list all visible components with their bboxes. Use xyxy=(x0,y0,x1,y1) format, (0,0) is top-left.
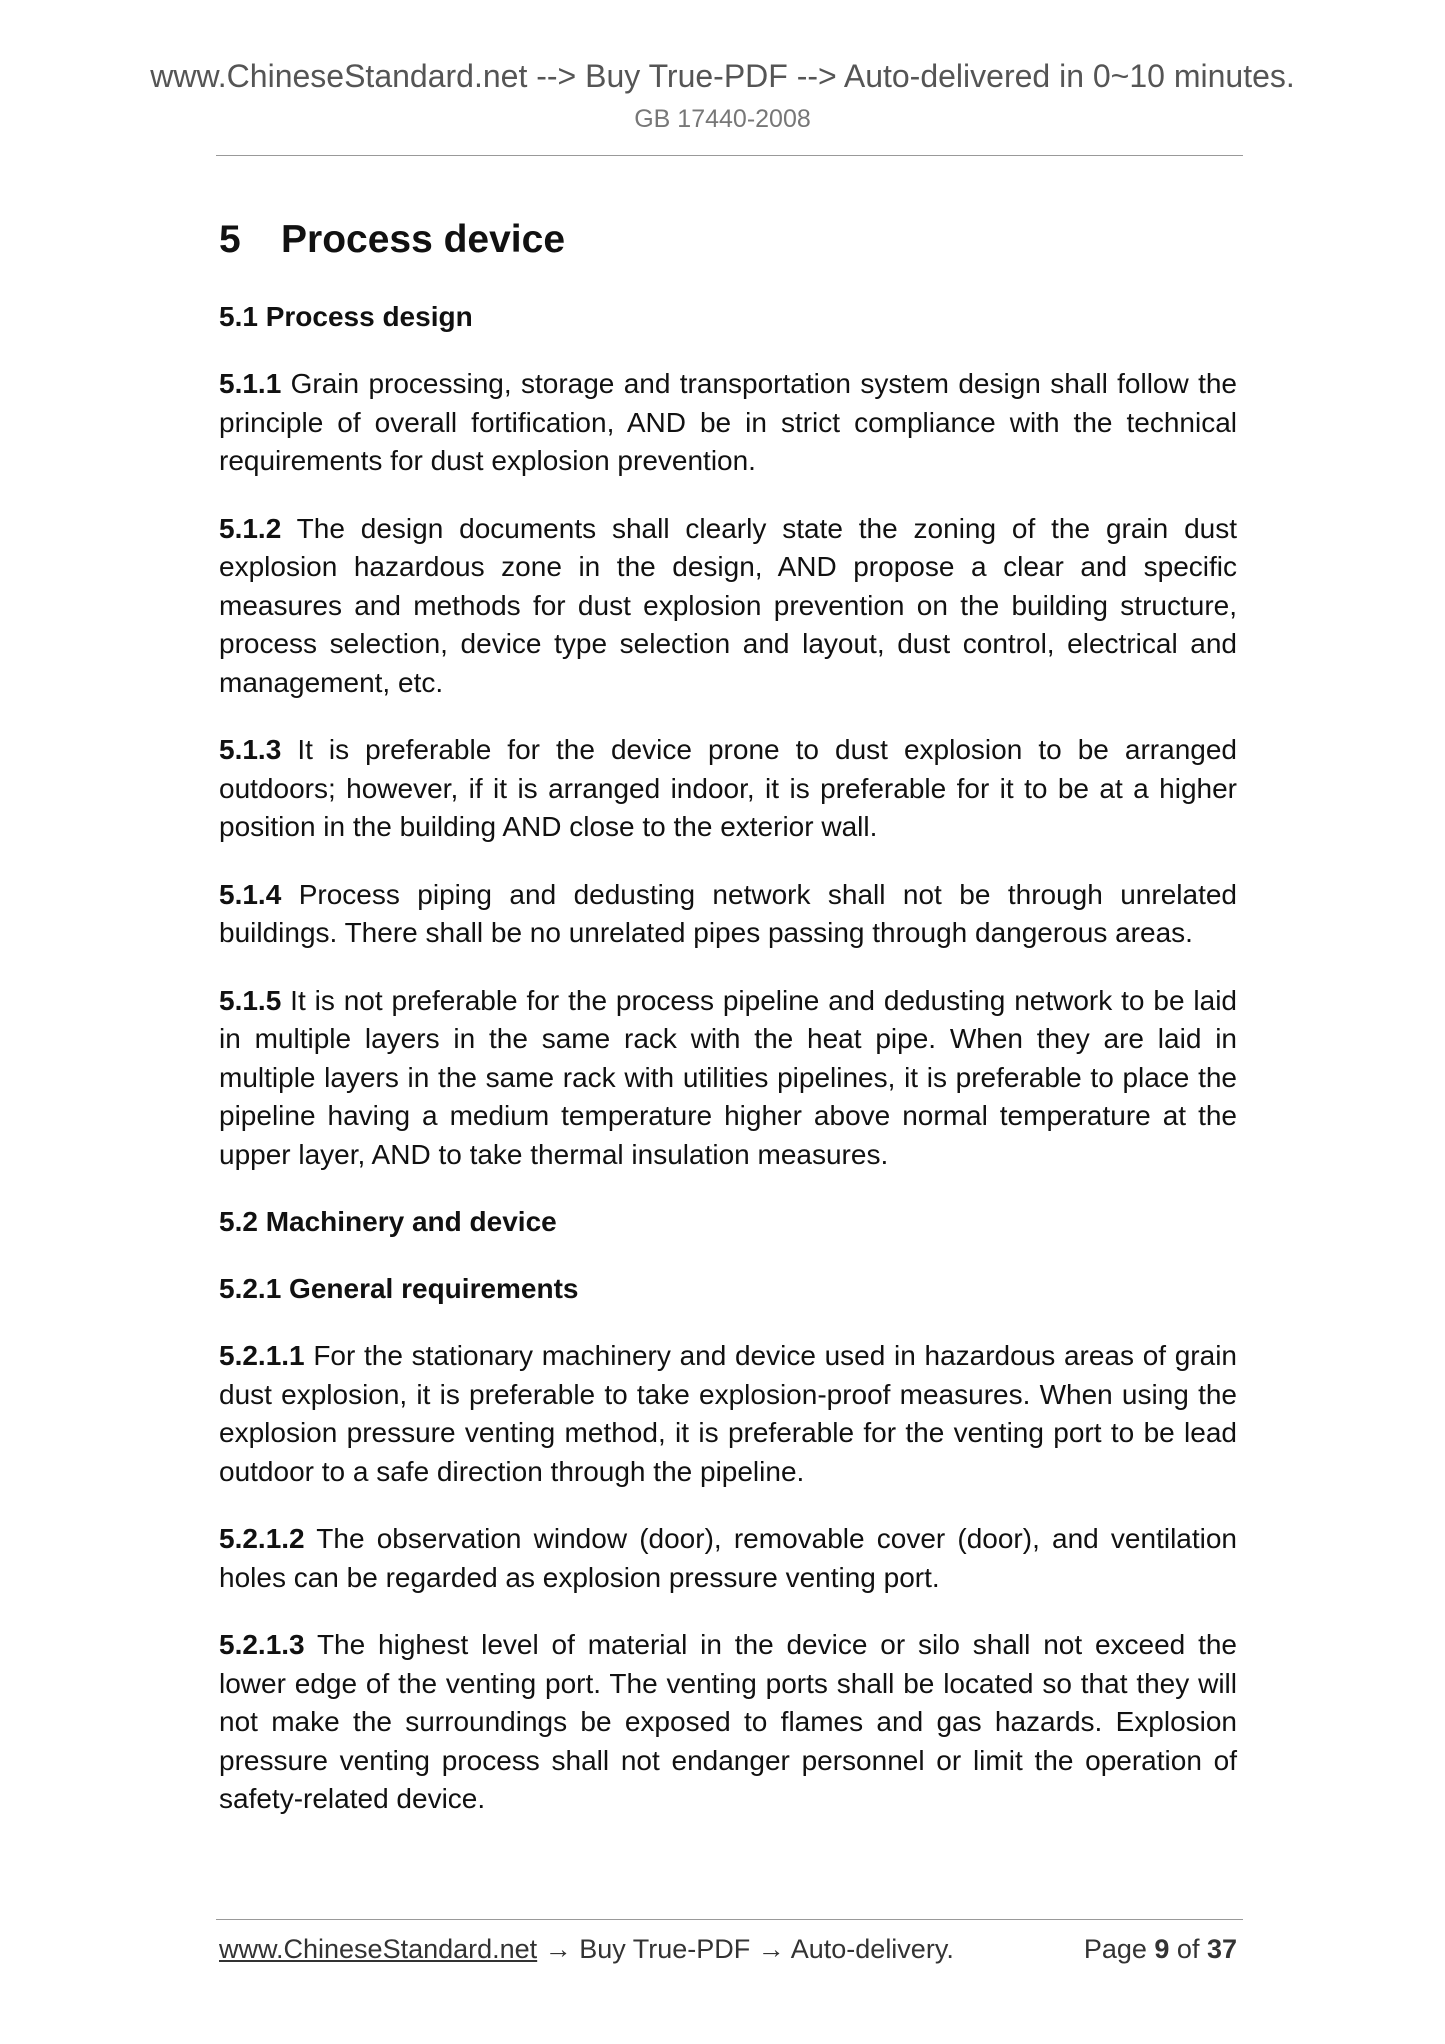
clause-number: 5.1.4 xyxy=(219,878,282,910)
clause-number: 5.2.1.1 xyxy=(219,1340,305,1371)
subsection-heading: 5.2 Machinery and device xyxy=(219,1206,557,1237)
subsection-heading: 5.1 Process design xyxy=(219,301,473,332)
clause-text: It is preferable for the device prone to dust explosion to be arranged outdoors; however, if it is arranged indoor, it is preferable for it to be at a higher position in the building AND close to the exterior wall. xyxy=(219,734,1237,842)
header-banner[interactable]: www.ChineseStandard.net --> Buy True-PDF --> Auto-delivered in 0~10 minutes. xyxy=(150,58,1295,94)
current-page: 9 xyxy=(1154,1934,1170,1964)
clause-paragraph xyxy=(219,1626,1237,1819)
clause-text: Grain processing, storage and transportation system design shall follow the principle of overall fortification, AND be in strict compliance with the technical requirements for dust explosion prevention. xyxy=(219,368,1237,476)
footer-link[interactable]: www.ChineseStandard.net xyxy=(219,1934,538,1964)
clause-text: For the stationary machinery and device used in hazardous areas of grain dust explosion, it is preferable to take explosion-proof measures. When using the explosion pressure venting method, it is preferable for the venting port to be lead outdoor to a safe direction through the pipeline. xyxy=(219,1340,1237,1487)
clause-text: Process piping and dedusting network shall not be through unrelated buildings. There shall be no unrelated pipes passing through dangerous areas. xyxy=(219,878,1237,948)
page-label: Page xyxy=(1083,1934,1155,1964)
section-number: 5 xyxy=(219,218,241,261)
document-body xyxy=(219,205,1237,1848)
clause-paragraph xyxy=(219,876,1237,953)
page-footer xyxy=(219,1930,1237,1968)
clause-number: 5.1.5 xyxy=(219,984,282,1016)
total-pages: 37 xyxy=(1206,1934,1237,1964)
clause-paragraph xyxy=(219,982,1237,1175)
section-title: Process device xyxy=(281,218,566,261)
clause-number: 5.2.1.2 xyxy=(219,1523,305,1554)
clause-text: The observation window (door), removable cover (door), and ventilation holes can be regarded as explosion pressure venting port. xyxy=(219,1523,1237,1593)
clause-paragraph xyxy=(219,510,1237,703)
footer-divider xyxy=(216,1919,1243,1920)
clause-number: 5.1.2 xyxy=(219,512,282,544)
page-header xyxy=(0,56,1445,136)
section-heading xyxy=(219,205,1237,275)
footer-left xyxy=(219,1930,954,1968)
clause-paragraph xyxy=(219,1520,1237,1597)
header-divider xyxy=(216,155,1243,156)
clause-text: The design documents shall clearly state the zoning of the grain dust explosion hazardous zone in the design, AND propose a clear and specific measures and methods for dust explosion prevention on the building structure, process selection, device type selection and layout, dust control, electrical and management, etc. xyxy=(219,512,1237,698)
page-of: of xyxy=(1169,1934,1207,1964)
clause-number: 5.2.1.3 xyxy=(219,1629,305,1660)
clause-number: 5.1.1 xyxy=(219,368,282,399)
footer-text: → Buy True-PDF → Auto-delivery. xyxy=(537,1934,954,1964)
clause-text: The highest level of material in the device or silo shall not exceed the lower edge of the venting port. The venting ports shall be located so that they will not make the surroundings be exposed to flames and gas hazards. Explosion pressure venting process shall not endanger personnel or limit the operation of safety-related device. xyxy=(219,1629,1237,1814)
clause-number: 5.1.3 xyxy=(219,734,282,765)
standard-code: GB 17440-2008 xyxy=(634,105,811,133)
clause-paragraph xyxy=(219,731,1237,847)
page-number xyxy=(1084,1930,1237,1968)
clause-paragraph xyxy=(219,365,1237,481)
clause-text: It is not preferable for the process pipeline and dedusting network to be laid in multiple layers in the same rack with the heat pipe. When they are laid in multiple layers in the same rack with utilities pipelines, it is preferable to place the pipeline having a medium temperature higher above normal temperature at the upper layer, AND to take thermal insulation measures. xyxy=(219,984,1237,1170)
clause-paragraph xyxy=(219,1337,1237,1491)
subsection-heading: 5.2.1 General requirements xyxy=(219,1273,579,1304)
